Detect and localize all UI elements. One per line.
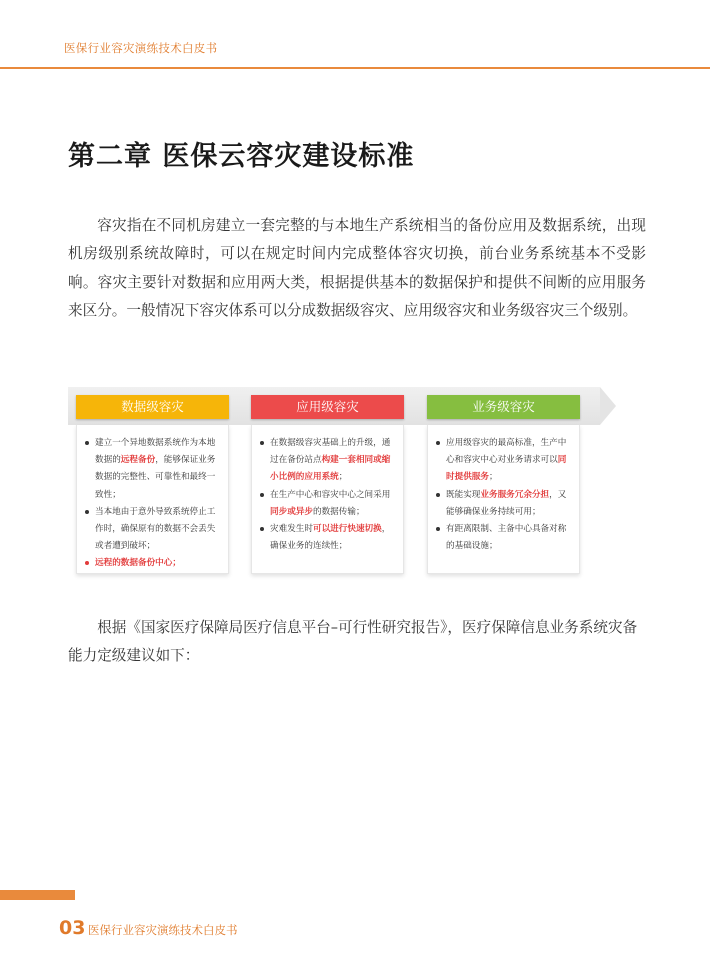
emphasis-text: 业务服务冗余分担 [480,489,550,500]
bullet-item [434,435,571,487]
app-level-column [251,425,404,574]
emphasis-text: 远程备份 [120,455,156,466]
bullet-item [258,435,395,487]
bullet-text: ，能够保证业务数据的完整性、可靠性和最终一致性； [95,455,216,500]
emphasis-text: 同步或异步 [270,506,313,517]
app-level-title: 应用级容灾 [251,395,404,419]
intro-paragraph: 容灾指在不同机房建立一套完整的与本地生产系统相当的备份应用及数据系统，出现机房级别系统故障时，可以在规定时间内完成整体容灾切换，前台业务系统基本不受影响。容灾主要针对数据和应用两大类，根据提供基本的数据保护和提供不间断的应用服务来区分。一般情况下容灾体系可以分成数据级容灾、应用级容灾和业务级容灾三个级别。 [68,217,646,319]
data-level-column [76,425,229,574]
bullet-text: 的数据传输； [312,506,365,517]
chapter-title: 第二章 医保云容灾建设标准 [68,141,415,172]
bullet-text: 在数据级容灾基础上的升级，通过在备份站点 [270,438,391,466]
bullet-text: ； [488,472,498,483]
bullet-text: 在生产中心和容灾中心之间采用 [270,489,391,500]
emphasis-text: 同时提供服务 [446,455,567,483]
bullet-item [83,435,220,504]
diagram-arrow-head-icon [600,387,616,425]
bullet-text: ； [338,472,348,483]
bullet-item [83,504,220,556]
emphasis-text: 构建一套相同或缩小比例的应用系统 [270,455,391,483]
app-level-list [252,425,403,555]
emphasis-text: 可以进行快速切换 [312,524,382,535]
header-divider [0,67,710,69]
bullet-text: 有距离限制、主备中心具备对称的基础设施； [446,524,567,552]
bullet-item [434,487,571,521]
bullet-item [258,521,395,555]
followup-paragraph: 根据《国家医疗保障局医疗信息平台–可行性研究报告》，医疗保障信息业务系统灾备能力定级建议如下： [68,619,638,665]
bullet-text: 当本地由于意外导致系统停止工作时，确保原有的数据不会丢失或者遭到破坏； [95,506,216,552]
data-level-title: 数据级容灾 [76,395,229,419]
emphasis-text: 远程的数据备份中心； [95,558,181,569]
bullet-text: 应用级容灾的最高标准，生产中心和容灾中心对业务请求可以 [446,438,567,466]
bullet-text: ，确保业务的连续性； [270,524,391,552]
business-level-list [428,425,579,555]
bullet-item [83,555,220,572]
bullet-item [434,521,571,555]
bullet-text: 建立一个异地数据系统作为本地数据的 [95,438,216,466]
bullet-text: ，又能够确保业务持续可用； [446,489,567,517]
bullet-text: 灾难发生时 [270,524,313,535]
running-header-title: 医保行业容灾演练技术白皮书 [64,41,218,55]
business-level-column [427,425,580,574]
business-level-title: 业务级容灾 [427,395,580,419]
data-level-list [77,425,228,573]
bullet-item [258,487,395,521]
page-number: 03 [59,917,86,939]
bullet-text: 既能实现 [446,489,481,500]
footer-accent-bar [0,890,75,900]
footer-title: 医保行业容灾演练技术白皮书 [88,923,238,937]
